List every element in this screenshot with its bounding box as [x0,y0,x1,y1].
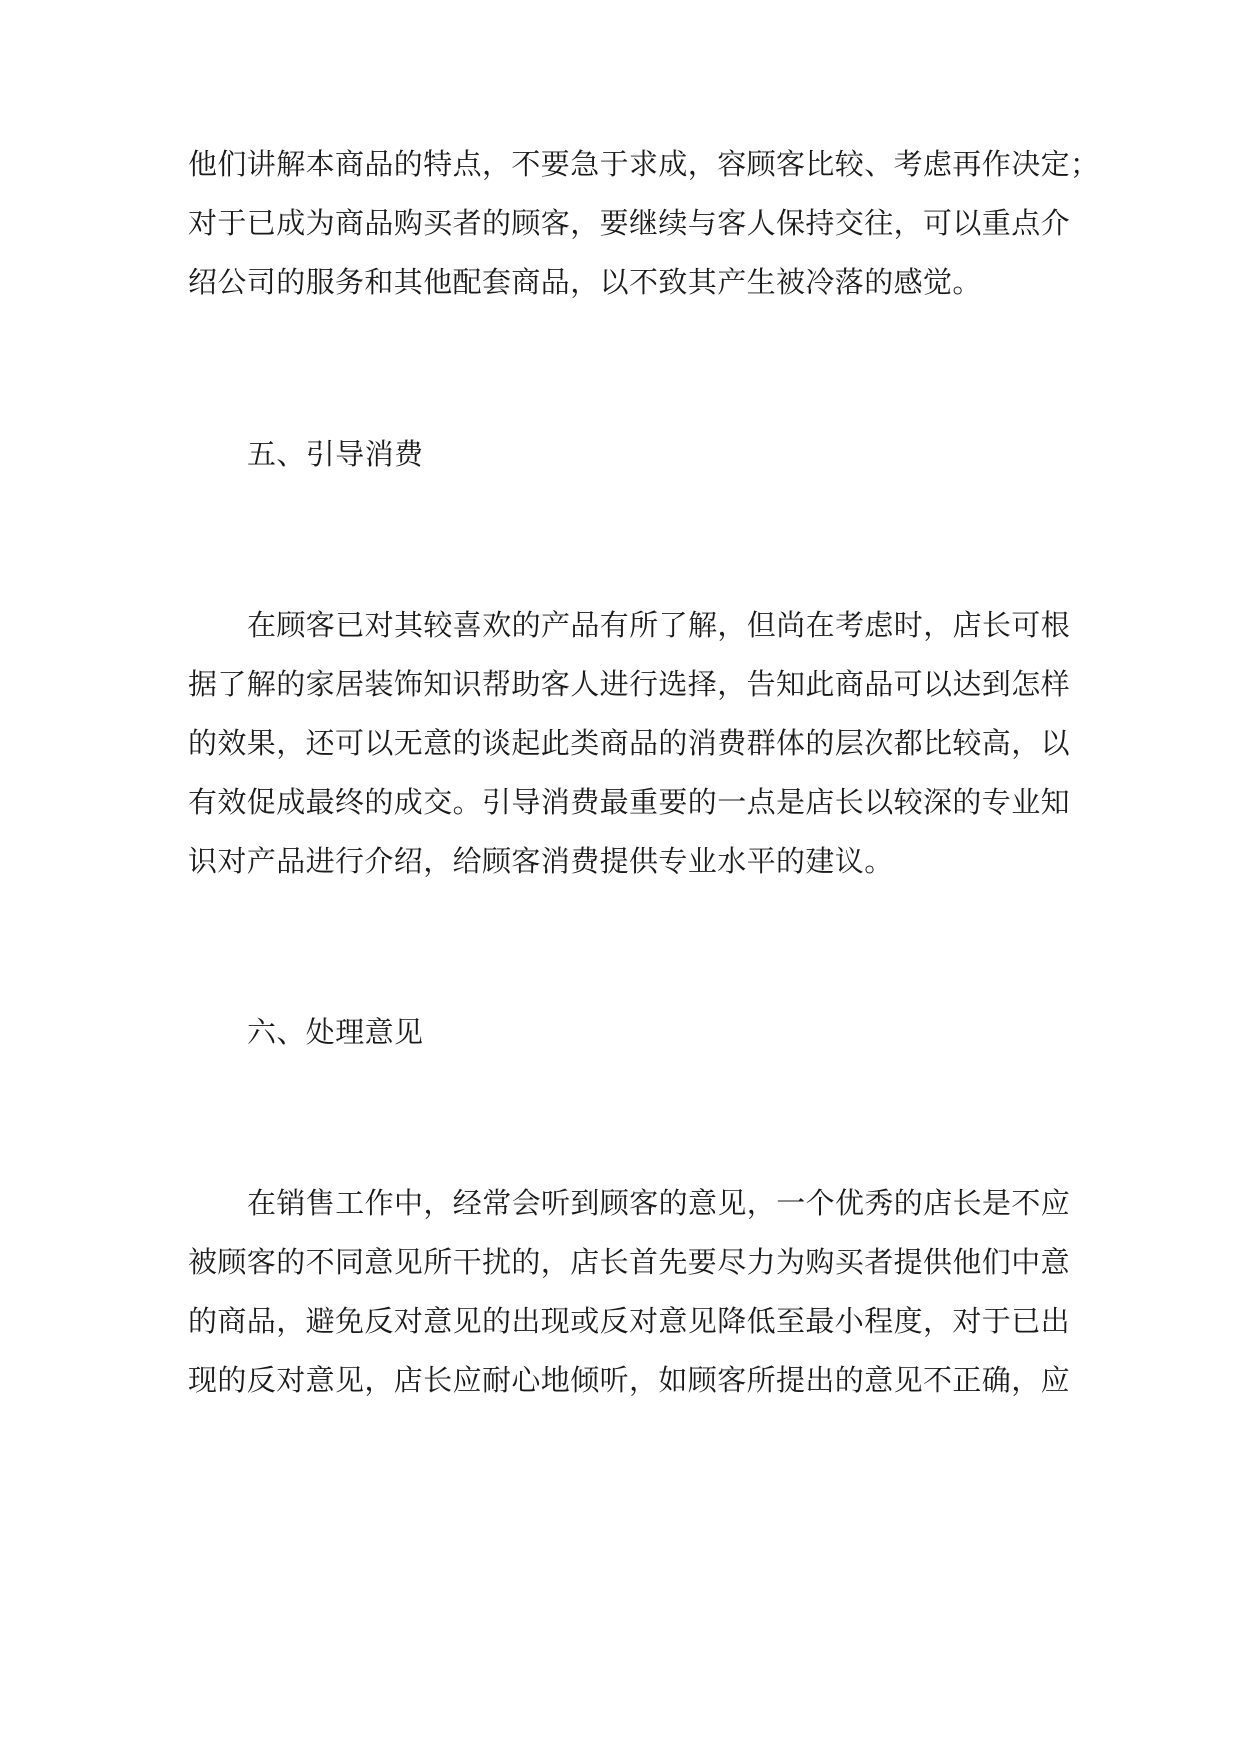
section-heading-5: 五、引导消费 [247,437,424,471]
paragraph-line: 对于已成为商品购买者的顾客，要继续与客人保持交往，可以重点介 [188,206,1071,240]
paragraph-line: 据了解的家居装饰知识帮助客人进行选择，告知此商品可以达到怎样 [188,667,1071,701]
paragraph-line: 有效促成最终的成交。引导消费最重要的一点是店长以较深的专业知 [188,785,1071,819]
paragraph-line: 识对产品进行介绍，给顾客消费提供专业水平的建议。 [188,844,894,878]
paragraph-line: 的效果，还可以无意的谈起此类商品的消费群体的层次都比较高，以 [188,726,1071,760]
paragraph-line: 被顾客的不同意见所干扰的，店长首先要尽力为购买者提供他们中意 [188,1245,1071,1279]
section-heading-6: 六、处理意见 [247,1015,424,1049]
paragraph-line: 在顾客已对其较喜欢的产品有所了解，但尚在考虑时，店长可根 [247,608,1071,642]
paragraph-line: 他们讲解本商品的特点，不要急于求成，容顾客比较、考虑再作决定； [188,147,1100,181]
paragraph-line: 绍公司的服务和其他配套商品，以不致其产生被冷落的感觉。 [188,265,982,299]
paragraph-line: 现的反对意见，店长应耐心地倾听，如顾客所提出的意见不正确，应 [188,1363,1071,1397]
paragraph-line: 的商品，避免反对意见的出现或反对意见降低至最小程度，对于已出 [188,1304,1071,1338]
paragraph-line: 在销售工作中，经常会听到顾客的意见，一个优秀的店长是不应 [247,1186,1071,1220]
